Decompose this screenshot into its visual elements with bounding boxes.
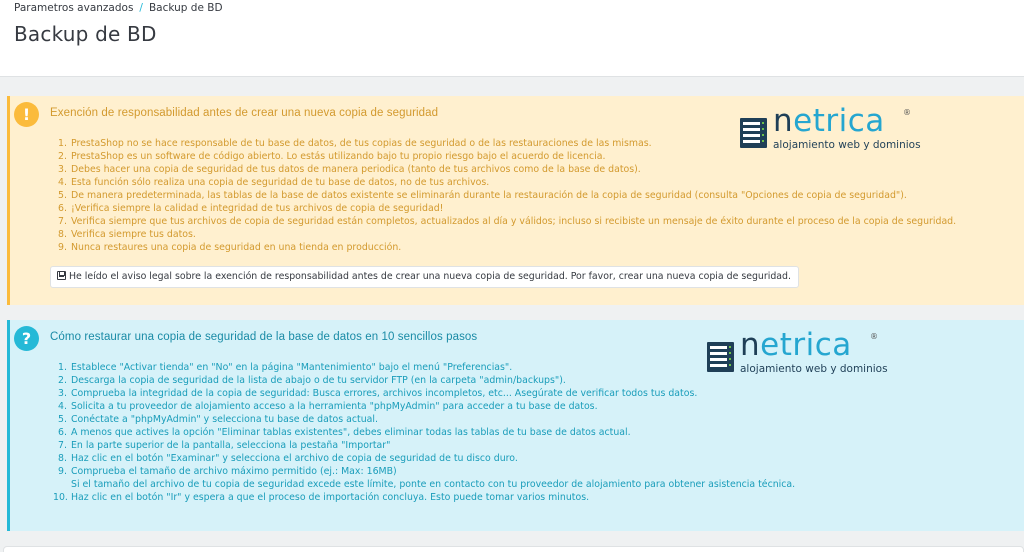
list-item: 9. Comprueba el tamaño de archivo máximo permitido (ej.: Max: 16MB) Si el tamaño del archivo de tu copia de seguridad excede este límite, ponte en contacto con tu proveedor de alojamiento para obtener asistencia técnica.: [58, 466, 796, 490]
logo-tagline: alojamiento web y dominios: [740, 363, 888, 375]
list-item: 6. A menos que actives la opción "Eliminar tablas existentes", debes eliminar todas las tablas de tu base de datos actual.: [58, 427, 631, 438]
breadcrumb: [14, 1, 223, 15]
list-item: 8. Verifica siempre tus datos.: [58, 229, 196, 240]
list-item: 7. Verifica siempre que tus archivos de copia de seguridad están completos, actualizados al día y válidos; incluso si recibiste un mensaje de éxito durante el proceso de la copia de seguridad.: [58, 216, 957, 227]
logo-wordmark: netrica: [740, 327, 852, 363]
list-item: 4. Solicita a tu proveedor de alojamiento acceso a la herramienta "phpMyAdmin" para acceder a tu base de datos.: [58, 401, 598, 412]
list-item: 4. Esta función sólo realiza una copia de seguridad de tu base de datos, no de tus archivos.: [58, 177, 490, 188]
list-item: 3. Debes hacer una copia de seguridad de tus datos de manera periodica (tanto de tus archivos como de la base de datos).: [58, 164, 641, 175]
page-header: [0, 0, 1024, 77]
breadcrumb-separator: /: [139, 2, 143, 14]
create-backup-button[interactable]: [50, 266, 799, 288]
restore-steps-list: [53, 361, 795, 504]
list-item: 3. Comprueba la integridad de la copia de seguridad: Busca errores, archivos incompletos, etc... Asegúrate de verificar todos tus datos.: [58, 388, 698, 399]
list-item: 5. De manera predeterminada, las tablas de la base de datos existente se eliminarán durante la restauración de la copia de seguridad (consulta "Opciones de copia de seguridad").: [58, 190, 907, 201]
list-item: 7. En la parte superior de la pantalla, selecciona la pestaña "Importar": [58, 440, 391, 451]
page-title: Backup de BD: [14, 22, 157, 46]
question-circle-icon: ?: [14, 326, 39, 351]
exclamation-circle-icon: !: [14, 102, 39, 127]
list-item: 1. PrestaShop no se hace responsable de tu base de datos, de tus copias de seguridad o de las restauraciones de las mismas.: [58, 138, 652, 149]
restore-instructions-alert: [7, 320, 1024, 531]
breadcrumb-parent-link[interactable]: Parametros avanzados: [14, 2, 134, 14]
list-item: 2. PrestaShop es un software de código abierto. Lo estás utilizando bajo tu propio riesgo bajo el acuerdo de licencia.: [58, 151, 606, 162]
backup-list-panel: [3, 546, 1024, 552]
logo-tagline: alojamiento web y dominios: [773, 139, 921, 151]
list-item: 1. Establece "Activar tienda" en "No" en la página "Mantenimiento" bajo el menú "Preferencias".: [58, 362, 513, 373]
registered-mark: ®: [870, 332, 878, 341]
list-item: 10. Haz clic en el botón "Ir" y espera a que el proceso de importación concluya. Esto puede tomar varios minutos.: [53, 492, 590, 503]
breadcrumb-current: Backup de BD: [148, 2, 223, 14]
list-item-note: Si el tamaño del archivo de tu copia de seguridad excede este límite, ponte en contacto con tu proveedor de alojamiento para obtener asistencia técnica.: [71, 479, 796, 490]
disclaimer-list: [53, 137, 956, 254]
disclaimer-heading: Exención de responsabilidad antes de crear una nueva copia de seguridad: [50, 107, 439, 119]
registered-mark: ®: [903, 108, 911, 117]
list-item: 2. Descarga la copia de seguridad de la lista de abajo o de tu servidor FTP (en la carpeta "admin/backups").: [58, 375, 566, 386]
list-item: 9. Nunca restaures una copia de seguridad en una tienda en producción.: [58, 242, 402, 253]
disclaimer-alert: [7, 96, 1024, 305]
list-item: 8. Haz clic en el botón "Examinar" y selecciona el archivo de copia de seguridad de tu disco duro.: [58, 453, 518, 464]
restore-heading: Cómo restaurar una copia de seguridad de la base de datos en 10 sencillos pasos: [50, 331, 478, 343]
save-icon: [57, 271, 66, 280]
create-backup-label: He leído el aviso legal sobre la exención de responsabilidad antes de crear una nueva copia de seguridad. Por favor, crear una nueva copia de seguridad.: [69, 271, 791, 282]
list-item: 6. ¡Verifica siempre la calidad e integridad de tus archivos de copia de seguridad!: [58, 203, 444, 214]
logo-wordmark: netrica: [773, 103, 885, 139]
list-item: 5. Conéctate a "phpMyAdmin" y selecciona tu base de datos actual.: [58, 414, 378, 425]
